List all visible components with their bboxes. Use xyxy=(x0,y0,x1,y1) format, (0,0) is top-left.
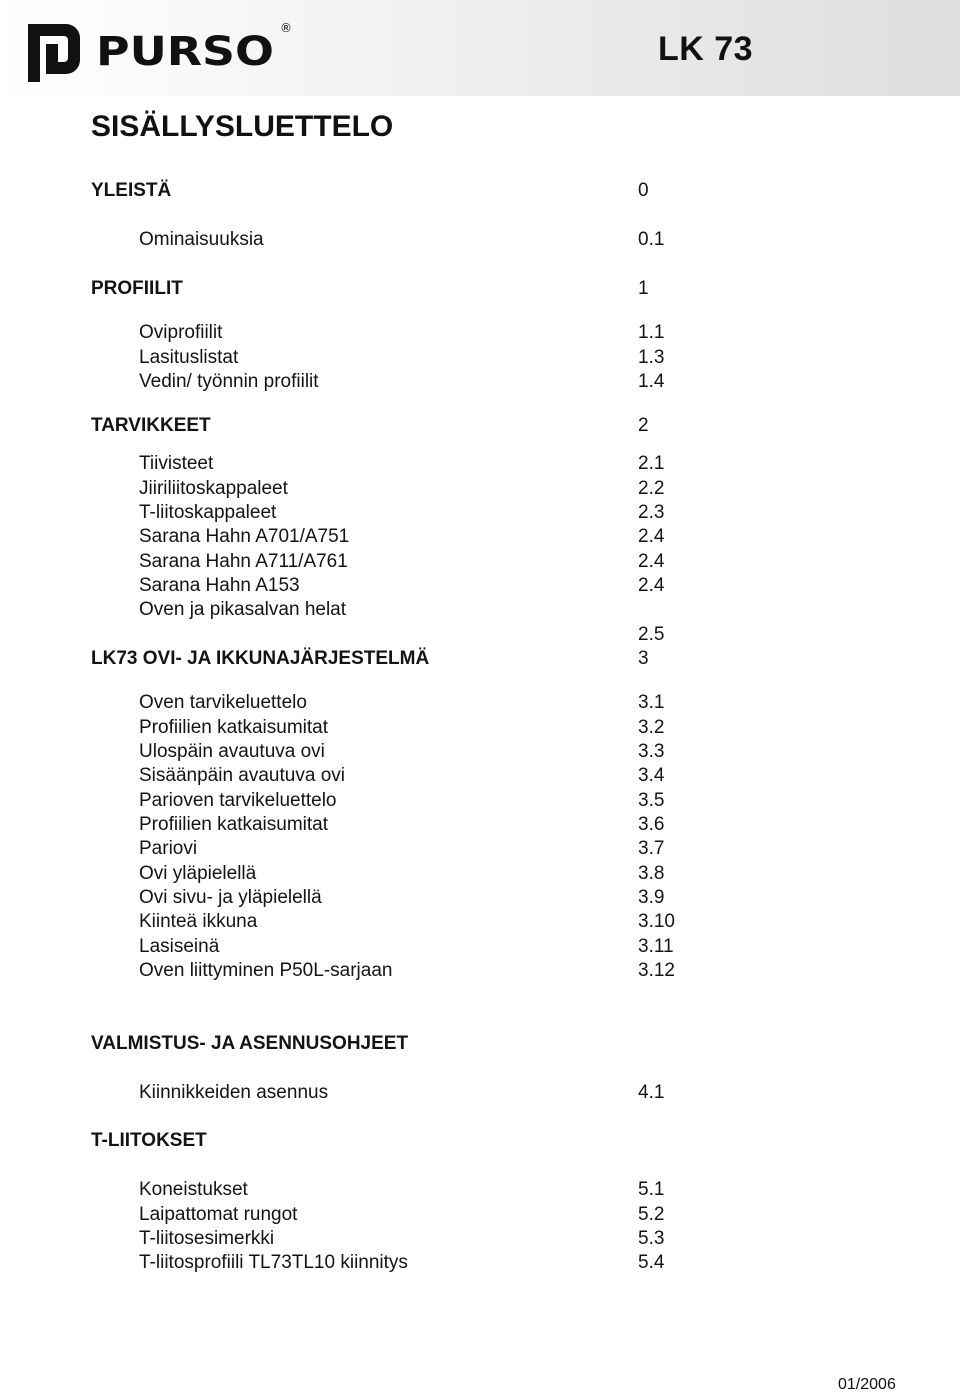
toc-section-row xyxy=(0,1128,960,1154)
toc-page-number: 2.4 xyxy=(638,575,665,596)
toc-page-number: 3 xyxy=(638,648,649,669)
toc-entry-row xyxy=(0,1202,960,1228)
toc-page-number: 2 xyxy=(638,415,649,436)
toc-section-title: YLEISTÄ xyxy=(91,180,172,201)
toc-entry-row xyxy=(0,812,960,838)
toc-page-number: 2.2 xyxy=(638,478,665,499)
toc-entry-label: Sarana Hahn A701/A751 xyxy=(139,526,350,547)
toc-section-title: LK73 OVI- JA IKKUNAJÄRJESTELMÄ xyxy=(91,648,430,669)
toc-entry-label: Oven ja pikasalvan helat xyxy=(139,599,347,620)
toc-entry-row xyxy=(0,227,960,253)
toc-entry-label: Profiilien katkaisumitat xyxy=(139,814,329,835)
toc-entry-row xyxy=(0,500,960,526)
toc-entry-row xyxy=(0,476,960,502)
toc-entry-label: Oven tarvikeluettelo xyxy=(139,692,307,713)
toc-page-number: 1.1 xyxy=(638,322,665,343)
toc-entry-label: Ominaisuuksia xyxy=(139,229,264,250)
toc-entry-row xyxy=(0,739,960,765)
toc-entry-row xyxy=(0,573,960,599)
toc-page-number: 4.1 xyxy=(638,1082,665,1103)
toc-page-number: 5.4 xyxy=(638,1252,665,1273)
toc-entry-label: Tiivisteet xyxy=(139,453,214,474)
toc-section-row xyxy=(0,276,960,302)
brand-wordmark: PURSO xyxy=(96,29,274,75)
toc-section-row xyxy=(0,1031,960,1057)
toc-entry-row xyxy=(0,1226,960,1252)
toc-entry-label: Koneistukset xyxy=(139,1179,248,1200)
toc-entry-row xyxy=(0,345,960,371)
toc-entry-row xyxy=(0,909,960,935)
toc-entry-label: Ovi yläpielellä xyxy=(139,863,257,884)
toc-entry-label: Sarana Hahn A153 xyxy=(139,575,300,596)
toc-section-title: TARVIKKEET xyxy=(91,415,211,436)
toc-title: SISÄLLYSLUETTELO xyxy=(91,110,394,143)
toc-entry-label: Lasituslistat xyxy=(139,347,239,368)
toc-page-number: 5.1 xyxy=(638,1179,665,1200)
toc-entry-label: Profiilien katkaisumitat xyxy=(139,717,329,738)
toc-entry-label: Ovi sivu- ja yläpielellä xyxy=(139,887,322,908)
toc-page-number: 2.4 xyxy=(638,526,665,547)
toc-entry-label: Ulospäin avautuva ovi xyxy=(139,741,325,762)
toc-entry-row xyxy=(0,715,960,741)
toc-entry-row xyxy=(0,958,960,984)
toc-entry-label: Pariovi xyxy=(139,838,198,859)
toc-entry-row xyxy=(0,1080,960,1106)
registered-mark: ® xyxy=(280,21,292,35)
toc-page-number: 3.2 xyxy=(638,717,665,738)
toc-entry-row xyxy=(0,885,960,911)
purso-p-logo-icon xyxy=(28,24,80,82)
toc-page-number: 5.3 xyxy=(638,1228,665,1249)
toc-entry-label: Jiiriliitoskappaleet xyxy=(139,478,288,499)
toc-page-number: 2.4 xyxy=(638,551,665,572)
footer-date: 01/2006 xyxy=(838,1376,896,1393)
toc-entry-row xyxy=(0,369,960,395)
toc-page-number: 3.1 xyxy=(638,692,665,713)
toc-page-number: 1 xyxy=(638,278,649,299)
toc-page-number: 5.2 xyxy=(638,1204,665,1225)
toc-section-title: T-LIITOKSET xyxy=(91,1130,207,1151)
toc-entry-row xyxy=(0,549,960,575)
toc-entry-row xyxy=(0,597,960,623)
toc-entry-row xyxy=(0,836,960,862)
toc-page-number: 3.9 xyxy=(638,887,665,908)
toc-page-number: 1.4 xyxy=(638,371,665,392)
toc-entry-label: T-liitoskappaleet xyxy=(139,502,277,523)
toc-section-row xyxy=(0,646,960,672)
toc-entry-row xyxy=(0,1177,960,1203)
toc-entry-row xyxy=(0,320,960,346)
toc-entry-row xyxy=(0,622,960,648)
toc-page-number: 3.8 xyxy=(638,863,665,884)
toc-entry-row xyxy=(0,934,960,960)
toc-entry-label: T-liitosesimerkki xyxy=(139,1228,275,1249)
toc-page-number: 0 xyxy=(638,180,649,201)
toc-entry-row xyxy=(0,788,960,814)
document-code: LK 73 xyxy=(658,30,754,68)
toc-entry-row xyxy=(0,690,960,716)
toc-page-number: 1.3 xyxy=(638,347,665,368)
toc-section-row xyxy=(0,413,960,439)
toc-section-row xyxy=(0,178,960,204)
toc-page-number: 3.5 xyxy=(638,790,665,811)
toc-entry-label: T-liitosprofiili TL73TL10 kiinnitys xyxy=(139,1252,408,1273)
toc-page-number: 3.4 xyxy=(638,765,665,786)
toc-page-number: 3.7 xyxy=(638,838,665,859)
toc-page-number: 2.3 xyxy=(638,502,665,523)
toc-page-number: 2.5 xyxy=(638,624,665,645)
toc-entry-label: Parioven tarvikeluettelo xyxy=(139,790,337,811)
toc-entry-label: Oviprofiilit xyxy=(139,322,223,343)
page-header xyxy=(0,0,960,96)
toc-entry-row xyxy=(0,763,960,789)
purso-logo xyxy=(26,18,326,84)
toc-page-number: 3.10 xyxy=(638,911,675,932)
toc-page-number: 2.1 xyxy=(638,453,665,474)
toc-entry-label: Vedin/ työnnin profiilit xyxy=(139,371,319,392)
toc-entry-label: Sarana Hahn A711/A761 xyxy=(139,551,348,572)
toc-page-number: 0.1 xyxy=(638,229,665,250)
toc-page-number: 3.3 xyxy=(638,741,665,762)
toc-entry-label: Kiinnikkeiden asennus xyxy=(139,1082,329,1103)
toc-section-title: PROFIILIT xyxy=(91,278,183,299)
toc-section-title: VALMISTUS- JA ASENNUSOHJEET xyxy=(91,1033,409,1054)
toc-entry-row xyxy=(0,1250,960,1276)
toc-entry-label: Laipattomat rungot xyxy=(139,1204,298,1225)
toc-entry-row xyxy=(0,451,960,477)
toc-entry-row xyxy=(0,861,960,887)
toc-entry-label: Kiinteä ikkuna xyxy=(139,911,258,932)
toc-entry-label: Sisäänpäin avautuva ovi xyxy=(139,765,345,786)
toc-page-number: 3.6 xyxy=(638,814,665,835)
toc-page-number: 3.11 xyxy=(638,936,674,957)
toc-entry-label: Lasiseinä xyxy=(139,936,220,957)
toc-entry-row xyxy=(0,524,960,550)
toc-page-number: 3.12 xyxy=(638,960,675,981)
toc-entry-label: Oven liittyminen P50L-sarjaan xyxy=(139,960,393,981)
